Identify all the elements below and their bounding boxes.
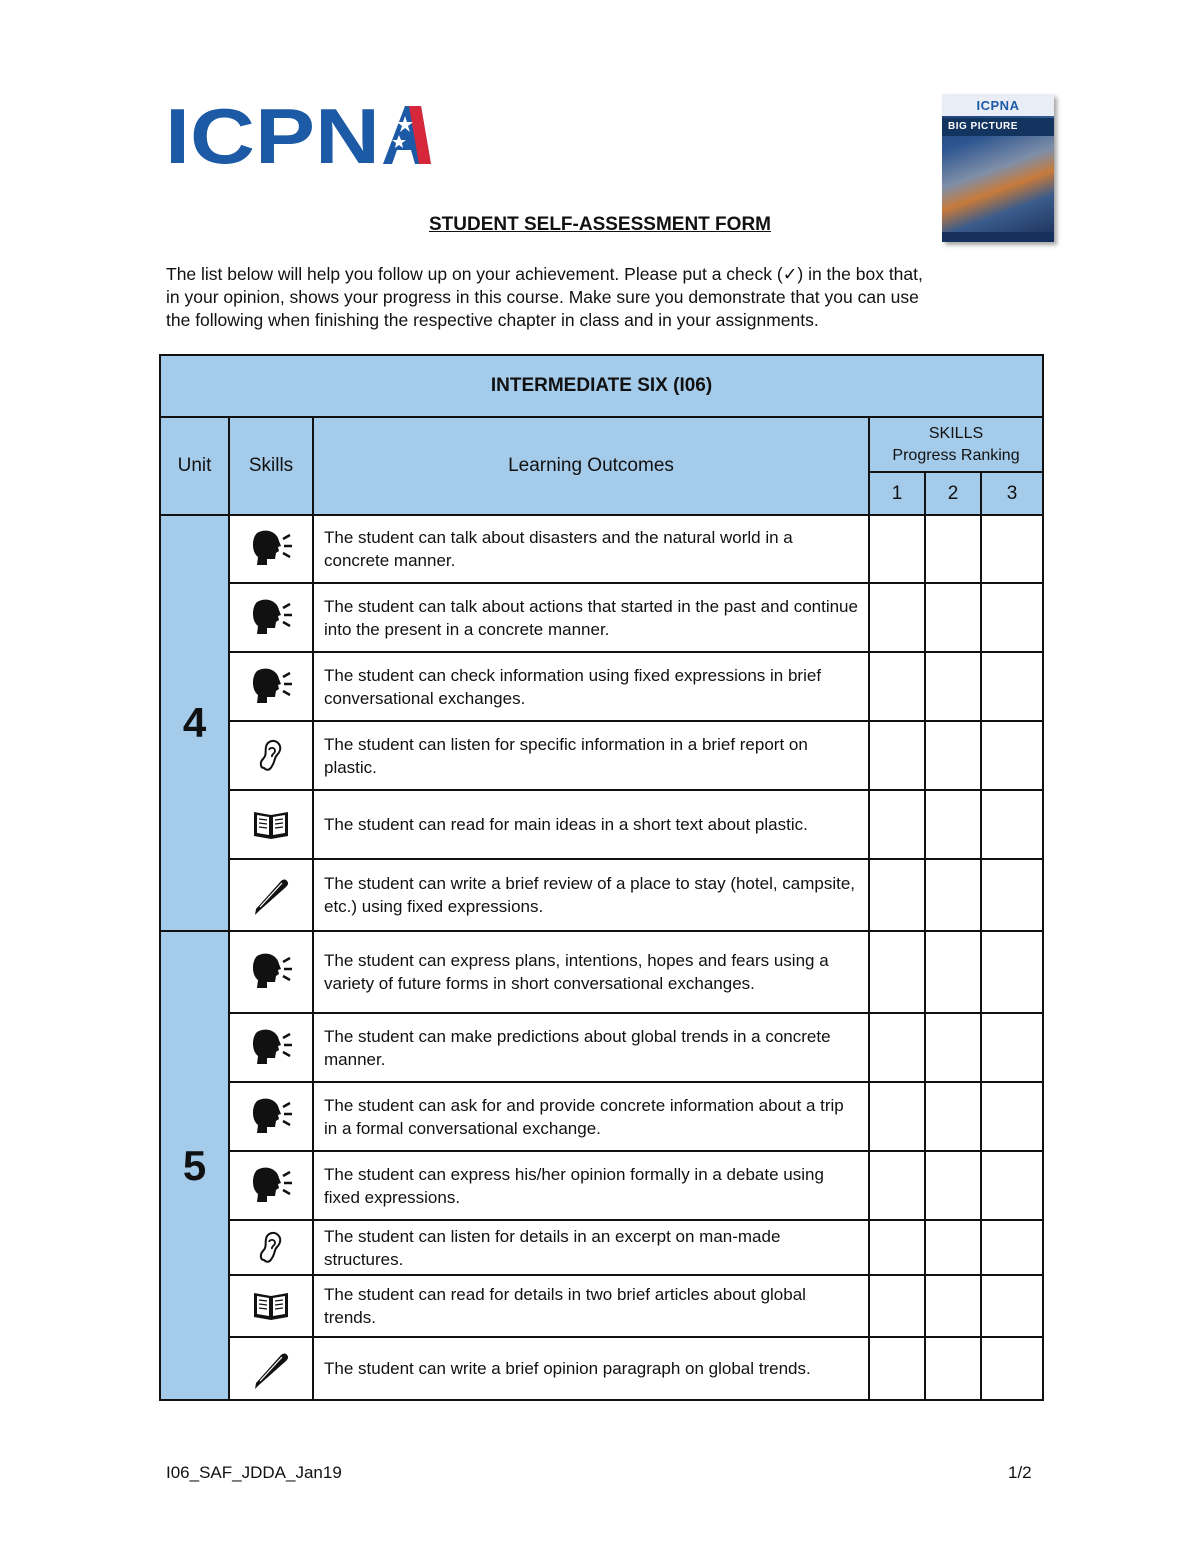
rank-3-checkbox[interactable] [981,1275,1043,1337]
table-row [160,721,1043,790]
intro-line: in your opinion, shows your progress in this course. Make sure you demonstrate that you can use [166,287,919,307]
skills-label: SKILLS [928,424,984,442]
intro-paragraph [166,263,1046,332]
rank-2-checkbox[interactable] [925,721,981,790]
rank-1-checkbox[interactable] [869,1337,925,1400]
outcome-text: The student can read for main ideas in a short text about plastic. [313,790,869,859]
outcome-text: The student can talk about disasters and the natural world in a concrete manner. [313,515,869,583]
icpna-logo [165,100,435,170]
cover-title: BIG PICTURE [948,121,1018,132]
page-number: 1/2 [1008,1463,1032,1482]
rank-1-checkbox[interactable] [869,1082,925,1151]
writing-icon [229,1337,313,1400]
rank-1-checkbox[interactable] [869,859,925,931]
rank-3-checkbox[interactable] [981,1220,1043,1275]
table-row [160,1275,1043,1337]
rank-3-checkbox[interactable] [981,583,1043,652]
outcome-text: The student can write a brief opinion paragraph on global trends. [313,1337,869,1400]
writing-icon [229,859,313,931]
rank-2-checkbox[interactable] [925,859,981,931]
rank-2-checkbox[interactable] [925,1151,981,1220]
rank-1-checkbox[interactable] [869,515,925,583]
rank-1-checkbox[interactable] [869,931,925,1013]
listening-icon [229,1220,313,1275]
rank-3-checkbox[interactable] [981,1013,1043,1082]
unit-5-number: 5 [160,931,229,1400]
speaking-icon [229,931,313,1013]
cover-publisher: ICPNA [976,98,1020,113]
rank-2-header: 2 [925,472,981,515]
rank-3-header: 3 [981,472,1043,515]
rank-2-checkbox[interactable] [925,790,981,859]
table-row [160,790,1043,859]
rank-2-checkbox[interactable] [925,1013,981,1082]
form-title: STUDENT SELF-ASSESSMENT FORM [428,214,771,235]
unit-4-number: 4 [160,515,229,931]
table-row [160,1220,1043,1275]
reading-icon [229,1275,313,1337]
rank-1-checkbox[interactable] [869,1013,925,1082]
rank-1-checkbox[interactable] [869,790,925,859]
table-row [160,1013,1043,1082]
rank-2-checkbox[interactable] [925,652,981,721]
skills-header: Skills [229,417,313,515]
rank-1-checkbox[interactable] [869,652,925,721]
table-row [160,652,1043,721]
table-row [160,1151,1043,1220]
rank-2-checkbox[interactable] [925,931,981,1013]
rank-2-checkbox[interactable] [925,1220,981,1275]
outcome-text: The student can make predictions about global trends in a concrete manner. [313,1013,869,1082]
rank-1-checkbox[interactable] [869,583,925,652]
table-row [160,1082,1043,1151]
unit-header: Unit [160,417,229,515]
rank-1-checkbox[interactable] [869,1275,925,1337]
intro-line: The list below will help you follow up on your achievement. Please put a check (✓) in the box that, [166,264,923,284]
speaking-icon [229,1151,313,1220]
rank-3-checkbox[interactable] [981,652,1043,721]
table-row [160,583,1043,652]
table-row [160,931,1043,1013]
speaking-icon [229,1013,313,1082]
rank-2-checkbox[interactable] [925,1082,981,1151]
rank-1-header: 1 [869,472,925,515]
rank-3-checkbox[interactable] [981,931,1043,1013]
learning-outcomes-header: Learning Outcomes [313,417,869,515]
rank-2-checkbox[interactable] [925,583,981,652]
table-row [160,515,1043,583]
outcome-text: The student can listen for details in an excerpt on man-made structures. [313,1220,869,1275]
speaking-icon [229,583,313,652]
rank-3-checkbox[interactable] [981,1082,1043,1151]
outcome-text: The student can express his/her opinion formally in a debate using fixed expressions. [313,1151,869,1220]
rank-1-checkbox[interactable] [869,1220,925,1275]
intro-line: the following when finishing the respective chapter in class and in your assignments. [166,310,819,330]
rank-1-checkbox[interactable] [869,721,925,790]
rank-2-checkbox[interactable] [925,1337,981,1400]
listening-icon [229,721,313,790]
logo-a-mark [383,106,431,164]
table-row [160,1337,1043,1400]
outcome-text: The student can express plans, intentions, hopes and fears using a variety of future forms in short conversational exchanges. [313,931,869,1013]
level-title: INTERMEDIATE SIX (I06) [160,355,1043,417]
outcome-text: The student can ask for and provide concrete information about a trip in a formal conversational exchange. [313,1082,869,1151]
rank-3-checkbox[interactable] [981,1151,1043,1220]
progress-ranking-label: Progress Ranking [892,446,1020,464]
table-row [160,859,1043,931]
self-assessment-table [159,354,1044,1401]
document-code: I06_SAF_JDDA_Jan19 [166,1463,342,1482]
logo-text: ICPN [165,100,380,170]
outcome-text: The student can write a brief review of a place to stay (hotel, campsite, etc.) using fixed expressions. [313,859,869,931]
rank-2-checkbox[interactable] [925,1275,981,1337]
outcome-text: The student can read for details in two brief articles about global trends. [313,1275,869,1337]
reading-icon [229,790,313,859]
progress-ranking-header [869,417,1043,472]
outcome-text: The student can listen for specific information in a brief report on plastic. [313,721,869,790]
rank-3-checkbox[interactable] [981,1337,1043,1400]
rank-2-checkbox[interactable] [925,515,981,583]
speaking-icon [229,1082,313,1151]
rank-3-checkbox[interactable] [981,859,1043,931]
speaking-icon [229,515,313,583]
outcome-text: The student can talk about actions that started in the past and continue into the present in a concrete manner. [313,583,869,652]
rank-3-checkbox[interactable] [981,515,1043,583]
rank-3-checkbox[interactable] [981,721,1043,790]
rank-1-checkbox[interactable] [869,1151,925,1220]
rank-3-checkbox[interactable] [981,790,1043,859]
speaking-icon [229,652,313,721]
outcome-text: The student can check information using fixed expressions in brief conversational exchanges. [313,652,869,721]
